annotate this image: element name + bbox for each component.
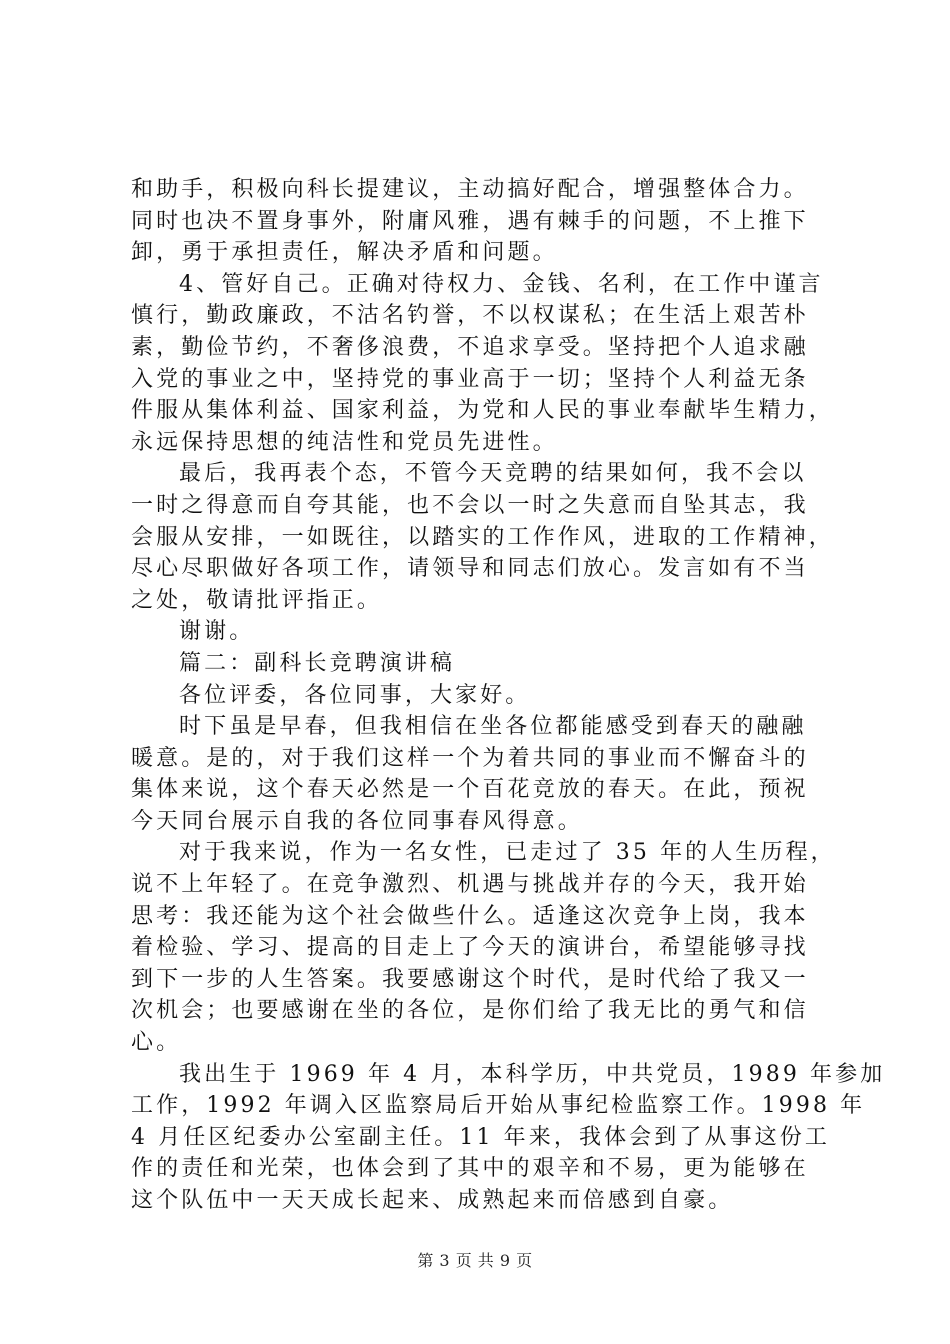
paragraph [131,616,837,648]
paragraph [131,1059,886,1217]
text-line: 心。 [131,1030,182,1056]
text-line: 4、管好自己。正确对待权力、金钱、名利，在工作中谨言 [179,271,824,297]
text-line: 思考：我还能为这个社会做些什么。适逢这次竞争上岗，我本 [131,903,809,929]
paragraph [131,458,837,616]
text-line: 入党的事业之中，坚持党的事业高于一切；坚持个人利益无条 [131,366,809,392]
text-line: 时下虽是早春，但我相信在坐各位都能感受到春天的融融 [179,714,807,740]
text-line: 谢谢。 [179,619,255,645]
text-line: 今天同台展示自我的各位同事春风得意。 [131,808,583,834]
document-body [131,174,886,1217]
paragraph [131,648,837,680]
text-line: 永远保持思想的纯洁性和党员先进性。 [131,429,558,455]
text-line: 对于我来说，作为一名女性，已走过了 35 年的人生历程， [179,840,836,866]
text-line: 最后，我再表个态，不管今天竞聘的结果如何，我不会以 [179,461,807,487]
text-line: 卸，勇于承担责任，解决矛盾和问题。 [131,240,558,266]
text-line: 之处，敬请批评指正。 [131,587,383,613]
text-line: 慎行，勤政廉政，不沽名钓誉，不以权谋私；在生活上艰苦朴 [131,303,809,329]
text-line: 各位评委，各位同事，大家好。 [179,682,531,708]
text-line: 一时之得意而自夸其能，也不会以一时之失意而自坠其志，我 [131,492,809,518]
paragraph [131,269,837,459]
text-line: 这个队伍中一天天成长起来、成熟起来而倍感到自豪。 [131,1188,734,1213]
paragraph [131,837,837,1058]
text-line: 尽心尽职做好各项工作，请领导和同志们放心。发言如有不当 [131,556,809,582]
paragraph [131,680,837,712]
text-line: 素，勤俭节约，不奢侈浪费，不追求享受。坚持把个人追求融 [131,334,809,360]
text-line: 和助手，积极向科长提建议，主动搞好配合，增强整体合力。 [131,177,809,202]
paragraph [131,174,837,269]
text-line: 工作，1992 年调入区监察局后开始从事纪检监察工作。1998 年 [131,1093,866,1119]
text-line: 说不上年轻了。在竞争激烈、机遇与挑战并存的今天，我开始 [131,872,809,898]
text-line: 件服从集体利益、国家利益，为党和人民的事业奉献毕生精力， [131,398,834,424]
text-line: 着检验、学习、提高的目走上了今天的演讲台，希望能够寻找 [131,935,809,961]
text-line: 暖意。是的，对于我们这样一个为着共同的事业而不懈奋斗的 [131,745,809,771]
page-footer: 第 3 页 共 9 页 [417,1251,533,1270]
paragraph [131,711,837,837]
text-line: 集体来说，这个春天必然是一个百花竞放的春天。在此，预祝 [131,777,809,803]
text-line: 到下一步的人生答案。我要感谢这个时代，是时代给了我又一 [131,966,809,992]
text-line: 同时也决不置身事外，附庸风雅，遇有棘手的问题，不上推下 [131,208,809,234]
text-line: 4 月任区纪委办公室副主任。11 年来，我体会到了从事这份工 [131,1124,830,1150]
text-line: 次机会；也要感谢在坐的各位，是你们给了我无比的勇气和信 [131,998,809,1024]
text-line: 篇二：副科长竞聘演讲稿 [179,650,456,676]
text-line: 作的责任和光荣，也体会到了其中的艰辛和不易，更为能够在 [131,1156,809,1182]
text-line: 会服从安排，一如既往，以踏实的工作作风，进取的工作精神， [131,524,834,550]
text-line: 我出生于 1969 年 4 月，本科学历，中共党员，1989 年参加 [179,1061,886,1087]
